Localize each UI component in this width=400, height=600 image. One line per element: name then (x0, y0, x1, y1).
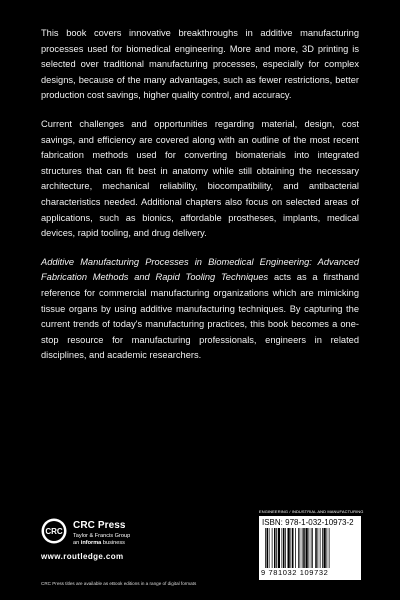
barcode-bar (300, 528, 301, 568)
barcode-bar (272, 528, 273, 568)
publisher-website: www.routledge.com (41, 552, 124, 561)
barcode-bar (274, 528, 276, 568)
business-prefix: an (73, 540, 81, 546)
blurb-paragraph-2: Current challenges and opportunities regarding material, design, cost savings, and efficiency are covered along with an outline of the most recent fabrication methods used for converting biomaterials into integrated structures that can fit best in anatomy while still obtaining the necessary architecture, mechanical reliability, biocompatibility, and antibacterial characteristics needed. Additional chapters also focus on selected areas of applications, such as bionics, affordable prostheses, implants, medical devices, rapid tooling, and drug delivery. (41, 118, 359, 239)
barcode-bar (267, 528, 269, 568)
subject-category: ENGINEERING / INDUSTRIAL AND MANUFACTURING (259, 509, 364, 514)
publisher-block (41, 518, 221, 562)
barcode-bar (312, 528, 313, 568)
barcode-bar (283, 528, 285, 568)
barcode-bar (276, 528, 277, 568)
barcode-bar (318, 528, 319, 568)
barcode-bar (309, 528, 310, 568)
blurb-paragraph-3-rest: acts as a firsthand reference for commercial manufacturing organizations which are mimicking tissue organs by using additive manufacturing techniques. By capturing the current trends of today's manufacturing practices, this book becomes a one-stop resource for manufacturing professionals, engineers in related disciplines, and academic researchers. (41, 272, 359, 361)
barcode-bars-icon (265, 528, 357, 568)
barcode-bar (306, 528, 308, 568)
barcode-bar (295, 528, 296, 568)
publisher-group: Taylor & Francis Group (73, 533, 131, 539)
crc-press-logo-icon (41, 518, 67, 544)
informa-brand: informa (80, 540, 102, 546)
barcode-bar (288, 528, 290, 568)
barcode-bar (278, 528, 280, 568)
barcode-bar (320, 528, 321, 568)
barcode-bar (269, 528, 270, 568)
barcode-bar (285, 528, 286, 568)
barcode-bar (265, 528, 266, 568)
book-title-italic: Additive Manufacturing Processes in Biomedical Engineering: Advanced Fabrication Methods and Rapid Tooling Techniques (41, 256, 359, 283)
barcode-bar (292, 528, 294, 568)
barcode-number: 9 781032 109732 (261, 568, 329, 577)
publisher-business-line (73, 540, 125, 547)
isbn-barcode (259, 516, 361, 580)
publisher-name: CRC Press (73, 520, 126, 531)
barcode-bar (282, 528, 283, 568)
ebook-footnote: CRC Press titles are available as eBook editions in a range of digital formats (41, 581, 197, 586)
barcode-bar (315, 528, 317, 568)
barcode-bar (298, 528, 299, 568)
barcode-bar (303, 528, 305, 568)
isbn-label: ISBN: 978-1-032-10973-2 (262, 518, 354, 527)
barcode-bar (302, 528, 303, 568)
crc-logo-text: CRC (45, 526, 63, 536)
blurb-text (41, 26, 359, 377)
barcode-bar (291, 528, 292, 568)
barcode-bar (327, 528, 328, 568)
barcode-bar (329, 528, 330, 568)
barcode-bar (322, 528, 323, 568)
business-suffix: business (101, 540, 125, 546)
barcode-bar (324, 528, 326, 568)
blurb-paragraph-1: This book covers innovative breakthroughs in additive manufacturing processes used for biomedical engineering. More and more, 3D printing is selected over traditional manufacturing processes, especially for complex designs, because of the many advantages, such as fewer restrictions, better production cost savings, higher quality control, and accuracy. (41, 28, 359, 101)
barcode-bar (311, 528, 312, 568)
blurb-paragraph-3 (41, 255, 359, 364)
